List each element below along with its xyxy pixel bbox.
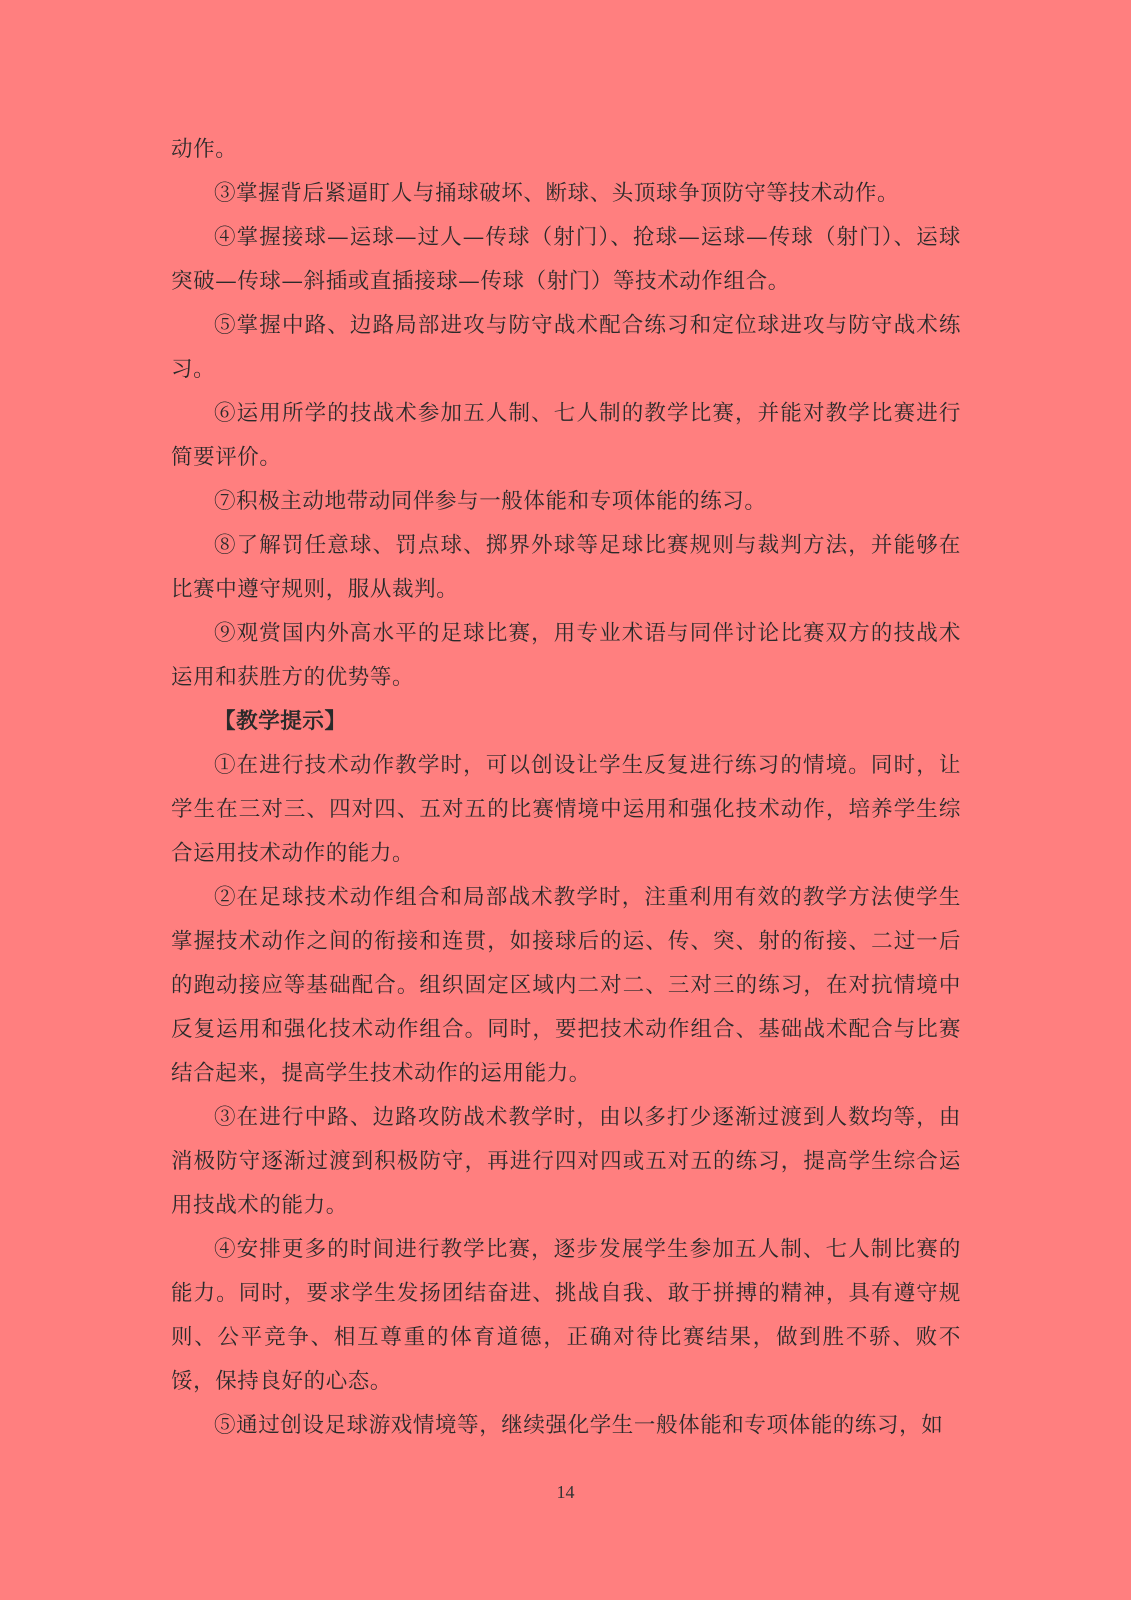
objective-item-3: ③掌握背后紧逼盯人与捅球破坏、断球、头顶球争顶防守等技术动作。 bbox=[214, 181, 900, 206]
teaching-tip-4: ④安排更多的时间进行教学比赛，逐步发展学生参加五人制、七人制比赛的能力。同时，要求学生发扬团结奋进、挑战自我、敢于拼搏的精神，具有遵守规则、公平竞争、相互尊重的体育道德，正确对待比赛结果，做到胜不骄、败不馁，保持良好的心态。 bbox=[171, 1237, 961, 1394]
objective-item-9: ⑨观赏国内外高水平的足球比赛，用专业术语与同伴讨论比赛双方的技战术运用和获胜方的优势等。 bbox=[171, 621, 961, 690]
teaching-tip-5: ⑤通过创设足球游戏情境等，继续强化学生一般体能和专项体能的练习，如 bbox=[214, 1413, 944, 1438]
teaching-tip-1: ①在进行技术动作教学时，可以创设让学生反复进行练习的情境。同时，让学生在三对三、四对四、五对五的比赛情境中运用和强化技术动作，培养学生综合运用技术动作的能力。 bbox=[171, 753, 961, 866]
page-number: 14 bbox=[556, 1482, 575, 1502]
objective-item-5: ⑤掌握中路、边路局部进攻与防守战术配合练习和定位球进攻与防守战术练习。 bbox=[171, 313, 961, 382]
objective-item-6: ⑥运用所学的技战术参加五人制、七人制的教学比赛，并能对教学比赛进行简要评价。 bbox=[171, 401, 961, 470]
objective-item-7: ⑦积极主动地带动同伴参与一般体能和专项体能的练习。 bbox=[214, 489, 767, 514]
objective-item-8: ⑧了解罚任意球、罚点球、掷界外球等足球比赛规则与裁判方法，并能够在比赛中遵守规则，服从裁判。 bbox=[171, 533, 961, 602]
page-content bbox=[171, 128, 961, 1448]
teaching-tip-2: ②在足球技术动作组合和局部战术教学时，注重利用有效的教学方法使学生掌握技术动作之间的衔接和连贯，如接球后的运、传、突、射的衔接、二过一后的跑动接应等基础配合。组织固定区域内二对二、三对三的练习，在对抗情境中反复运用和强化技术动作组合。同时，要把技术动作组合、基础战术配合与比赛结合起来，提高学生技术动作的运用能力。 bbox=[171, 885, 961, 1086]
teaching-tip-3: ③在进行中路、边路攻防战术教学时，由以多打少逐渐过渡到人数均等，由消极防守逐渐过渡到积极防守，再进行四对四或五对五的练习，提高学生综合运用技战术的能力。 bbox=[171, 1105, 961, 1218]
paragraph-continuation: 动作。 bbox=[171, 137, 238, 162]
objective-item-4: ④掌握接球—运球—过人—传球（射门）、抢球—运球—传球（射门）、运球突破—传球—斜插或直插接球—传球（射门）等技术动作组合。 bbox=[171, 225, 961, 294]
section-heading-teaching-tips: 【教学提示】 bbox=[214, 709, 347, 734]
